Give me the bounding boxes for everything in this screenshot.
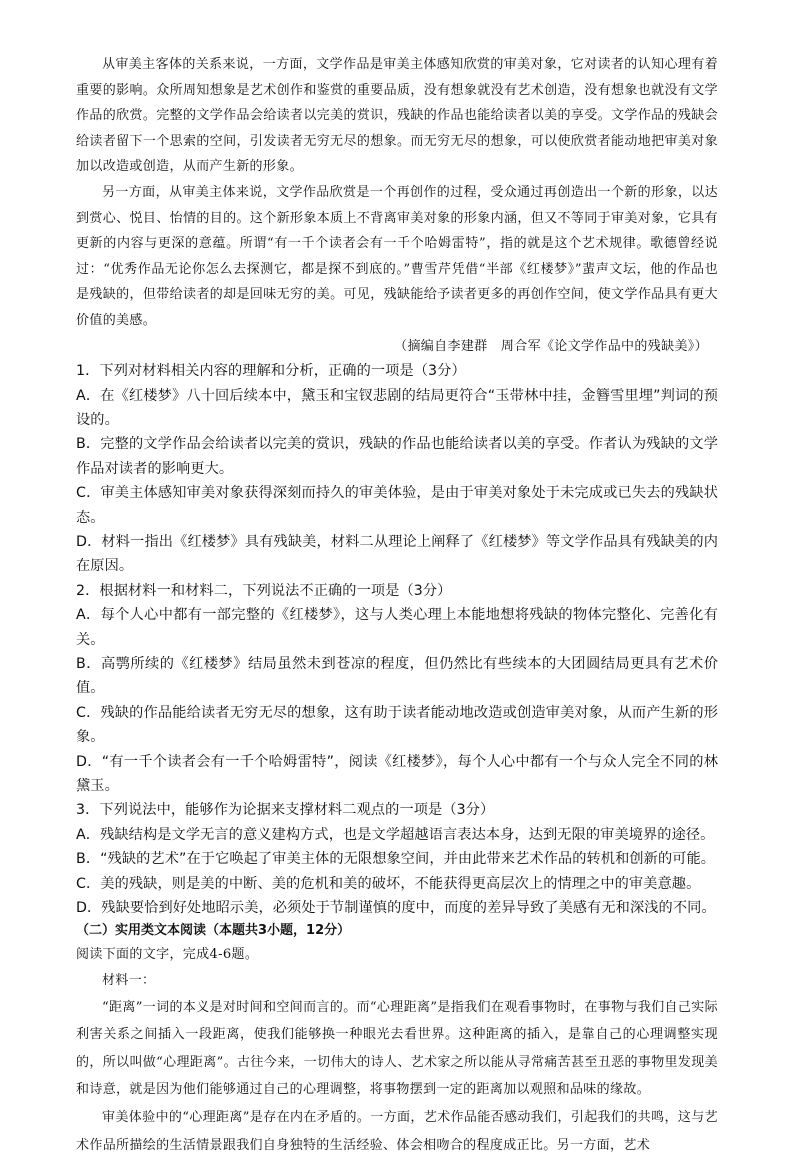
question-option: D．材料一指出《红楼梦》具有残缺美，材料二从理论上阐释了《红楼梦》等文学作品具有残缺美的内在原因。 <box>76 533 718 575</box>
question-option: D．残缺要恰到好处地昭示美，必须处于节制谨慎的度中，而度的差异导致了美感有无和深浅的不同。 <box>76 900 716 917</box>
question-title: 3．下列说法中，能够作为论据来支撑材料二观点的一项是（3分） <box>76 802 495 819</box>
question-title: 1．下列对材料相关内容的理解和分析，正确的一项是（3分） <box>76 363 466 380</box>
question-option: A．在《红楼梦》八十回后续本中，黛玉和宝钗悲剧的结局更符合“玉带林中挂，金簪雪里埋”判词的预设的。 <box>76 387 718 428</box>
section-instruction: 阅读下面的文字，完成4-6题。 <box>76 947 259 963</box>
question-option: D．“有一千个读者会有一千个哈姆雷特”，阅读《红楼梦》，每个人心中都有一个与众人完全不同的林黛玉。 <box>76 753 718 795</box>
material-label: 材料一： <box>102 973 156 989</box>
question-option: B．“残缺的艺术”在于它唤起了审美主体的无限想象空间，并由此带来艺术作品的转机和创新的可能。 <box>76 851 716 868</box>
material-source: （摘编自李建群 周合军《论文学作品中的残缺美》） <box>394 338 708 354</box>
question-option: A．每个人心中都有一部完整的《红楼梦》，这与人类心理上本能地想将残缺的物体完整化、完善化有关。 <box>76 607 718 648</box>
section-heading: （二）实用类文本阅读（本题共3小题，12分） <box>76 923 351 939</box>
material-part1 <box>76 52 718 359</box>
question-option: B．高鹗所续的《红楼梦》结局虽然未到苍凉的程度，但仍然比有些续本的大团圆结局更具有艺术价值。 <box>76 656 718 697</box>
question-option: B．完整的文学作品会给读者以完美的赏识，残缺的作品也能给读者以美的享受。作者认为残缺的文学作品对读者的影响更大。 <box>76 436 718 477</box>
question-option: C．残缺的作品能给读者无穷无尽的想象，这有助于读者能动地改造或创造审美对象，从而产生新的形象。 <box>76 704 718 746</box>
material-paragraph: 从审美主客体的关系来说，一方面，文学作品是审美主体感知欣赏的审美对象，它对读者的认知心理有着重要的影响。众所周知想象是艺术创作和鉴赏的重要品质，没有想象就没有艺术创造，没有想象也就没有文学作品的欣赏。完整的文学作品会给读者以完美的赏识，残缺的作品也能给读者以美的享受。文学作品的残缺会给读者留下一个思索的空间，引发读者无穷无尽的想象。而无穷无尽的想象，可以使欣赏者能动地把审美对象加以改造或创造，从而产生新的形象。 <box>76 57 718 175</box>
material-paragraph: 审美体验中的“心理距离”是存在内在矛盾的。一方面，艺术作品能否感动我们，引起我们的共鸣，这与艺术作品所描绘的生活情景跟我们自身独特的生活经验、体会相吻合的程度成正比。另一方面，艺术 <box>76 1110 718 1153</box>
question-option: A．残缺结构是文学无言的意义建构方式，也是文学超越语言表达本身，达到无限的审美境界的途径。 <box>76 826 715 843</box>
material-paragraph: 另一方面，从审美主体来说，文学作品欣赏是一个再创作的过程，受众通过再创造出一个新的形象，以达到赏心、悦目、怡情的目的。这个新形象本质上不背离审美对象的形象内涵，但又不等同于审美对象，它具有更新的内容与更深的意蕴。所谓“有一千个读者会有一千个哈姆雷特”，指的就是这个艺术规律。歌德曾经说过：“优秀作品无论你怎么去探测它，都是探不到底的。”曹雪芹凭借“半部《红楼梦》”蜚声文坛，他的作品也是残缺的，但带给读者的却是回味无穷的美。可见，残缺能给予读者更多的再创作空间，使文学作品具有更大价值的美感。 <box>76 184 718 328</box>
question-option: C．美的残缺，则是美的中断、美的危机和美的破坏，不能获得更高层次上的情理之中的审美意趣。 <box>76 875 701 892</box>
material-paragraph: “距离”一词的本义是对时间和空间而言的。而“心理距离”是指我们在观看事物时，在事物与我们自己实际利害关系之间插入一段距离，使我们能够换一种眼光去看世界。这种距离的插入，是靠自己的心理调整实现的，所以叫做“心理距离”。古往今来，一切伟大的诗人、艺术家之所以能从寻常痛苦甚至丑恶的事物里发现美和诗意，就是因为他们能够通过自己的心理调整，将事物摆到一定的距离加以观照和品味的缘故。 <box>76 999 718 1098</box>
question-title: 2．根据材料一和材料二，下列说法不正确的一项是（3分） <box>76 582 452 599</box>
section-practical-reading <box>76 920 718 1159</box>
question-option: C．审美主体感知审美对象获得深刻而持久的审美体验，是由于审美对象处于未完成或已失去的残缺状态。 <box>76 485 718 526</box>
question-block <box>76 359 718 920</box>
